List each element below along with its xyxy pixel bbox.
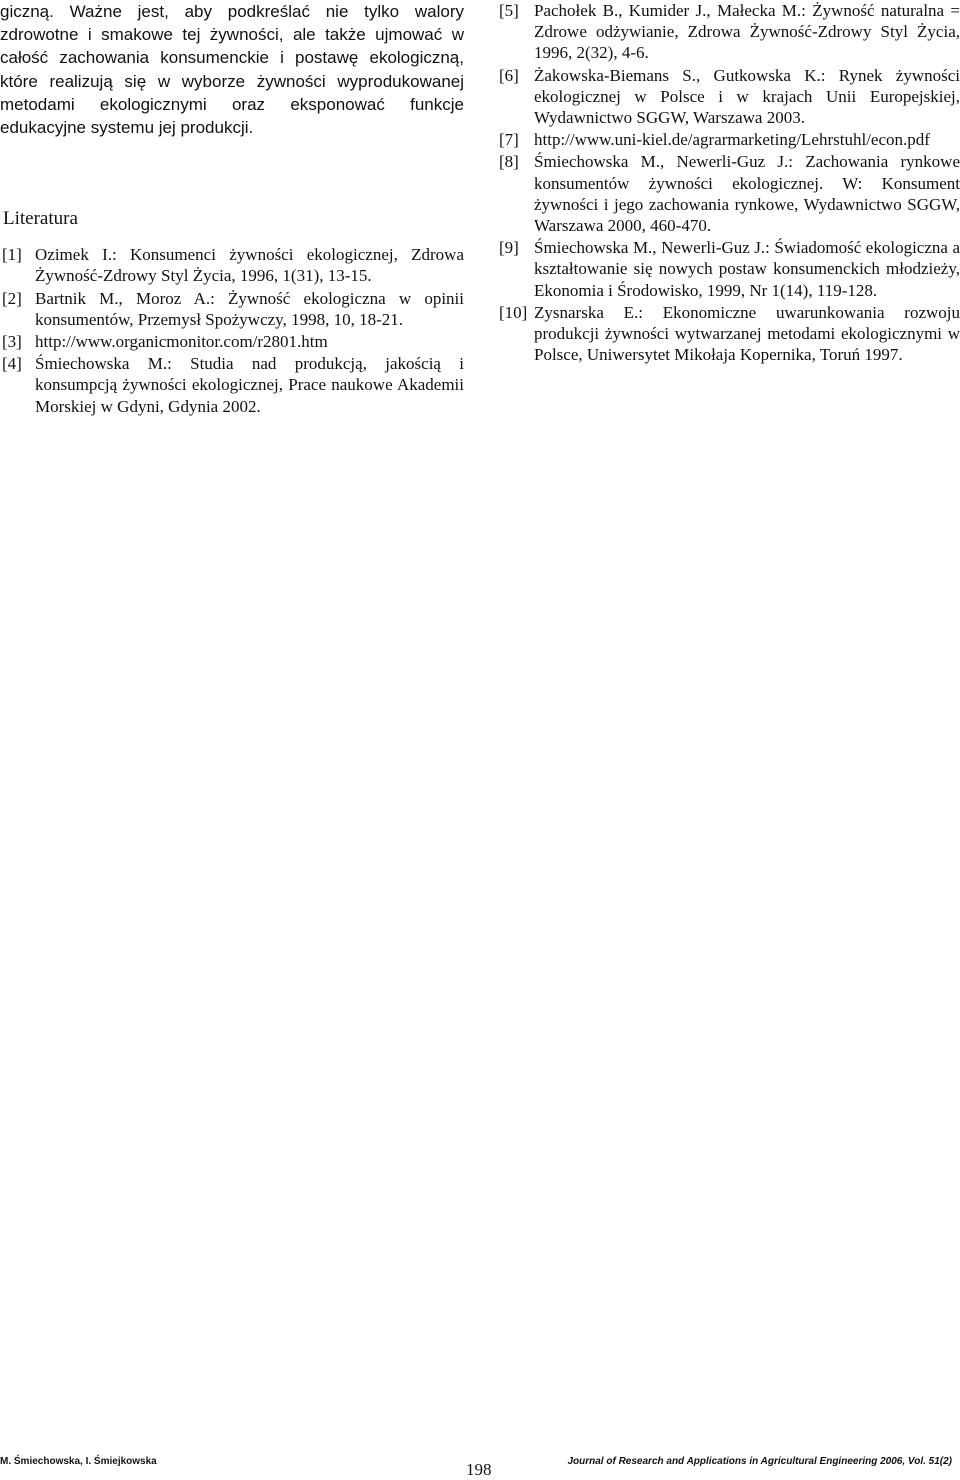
reference-number: [10]	[499, 302, 528, 322]
reference-text: Bartnik M., Moroz A.: Żywność ekologiczna w opinii konsumentów, Przemysł Spożywczy, 1998, 10, 18-21.	[35, 288, 464, 329]
reference-text: Zysnarska E.: Ekonomiczne uwarunkowania rozwoju produkcji żywności wytwarzanej metodami ekologicznymi w Polsce, Uniwersytet Mikołaja Kopernika, Toruń 1997.	[534, 302, 960, 365]
reference-item	[0, 331, 464, 352]
reference-item	[0, 353, 464, 417]
reference-text: Żakowska-Biemans S., Gutkowska K.: Rynek żywności ekologicznej w Polsce i w krajach Unii Europejskiej, Wydawnictwo SGGW, Warszawa 2003.	[534, 65, 960, 128]
reference-number: [6]	[499, 65, 519, 85]
reference-text: Śmiechowska M., Newerli-Guz J.: Świadomość ekologiczna a kształtowanie się nowych postaw konsumenckich młodzieży, Ekonomia i Środowisko, 1999, Nr 1(14), 119-128.	[534, 238, 960, 300]
footer-authors: M. Śmiechowska, I. Śmiejkowska	[0, 1456, 157, 1467]
reference-number: [4]	[2, 354, 22, 374]
references-list-right	[499, 0, 960, 365]
reference-item	[499, 65, 960, 129]
reference-number: [7]	[499, 130, 519, 150]
reference-number: [3]	[2, 332, 22, 352]
reference-item	[499, 151, 960, 236]
right-column	[499, 0, 960, 366]
reference-item	[499, 0, 960, 64]
intro-paragraph: giczną. Ważne jest, aby podkreślać nie tylko walory zdrowotne i smakowe tej żywności, ale także ujmować w całość zachowania konsumenckie i postawę ekologiczną, które realizują się w wyborze żywności wyprodukowanej metodami ekologicznymi oraz eksponować funkcje edukacyjne systemu jej produkcji.	[0, 2, 464, 138]
footer-journal: Journal of Research and Applications in Agricultural Engineering 2006, Vol. 51(2)	[567, 1456, 952, 1467]
reference-number: [1]	[2, 245, 22, 265]
reference-number: [2]	[2, 288, 22, 308]
reference-text: Ozimek I.: Konsumenci żywności ekologicznej, Zdrowa Żywność-Zdrowy Styl Życia, 1996, 1(31), 13-15.	[35, 245, 464, 286]
left-column	[0, 0, 464, 418]
reference-item	[0, 288, 464, 330]
reference-number: [9]	[499, 238, 519, 258]
reference-link[interactable]: http://www.organicmonitor.com/r2801.htm	[35, 332, 328, 352]
reference-number: [8]	[499, 152, 519, 172]
page-number: 198	[466, 1460, 492, 1479]
reference-item	[0, 244, 464, 286]
reference-number: [5]	[499, 1, 519, 20]
references-list-left	[0, 244, 464, 417]
reference-text: Śmiechowska M., Newerli-Guz J.: Zachowania rynkowe konsumentów żywności ekologicznej. W: Konsument żywności i jego zachowania rynkowe, Wydawnictwo SGGW, Warszawa 2000, 460-470.	[534, 152, 960, 236]
reference-item	[499, 129, 960, 150]
reference-item	[499, 237, 960, 301]
reference-item	[499, 302, 960, 366]
reference-text: Pachołek B., Kumider J., Małecka M.: Żywność naturalna = Zdrowe odżywianie, Zdrowa Żywność-Zdrowy Styl Życia, 1996, 2(32), 4-6.	[534, 1, 960, 63]
reference-link[interactable]: http://www.uni-kiel.de/agrarmarketing/Lehrstuhl/econ.pdf	[534, 130, 930, 150]
literature-heading: Literatura	[3, 208, 78, 230]
reference-text: Śmiechowska M.: Studia nad produkcją, jakością i konsumpcją żywności ekologicznej, Prace naukowe Akademii Morskiej w Gdyni, Gdynia 2002.	[35, 354, 464, 416]
